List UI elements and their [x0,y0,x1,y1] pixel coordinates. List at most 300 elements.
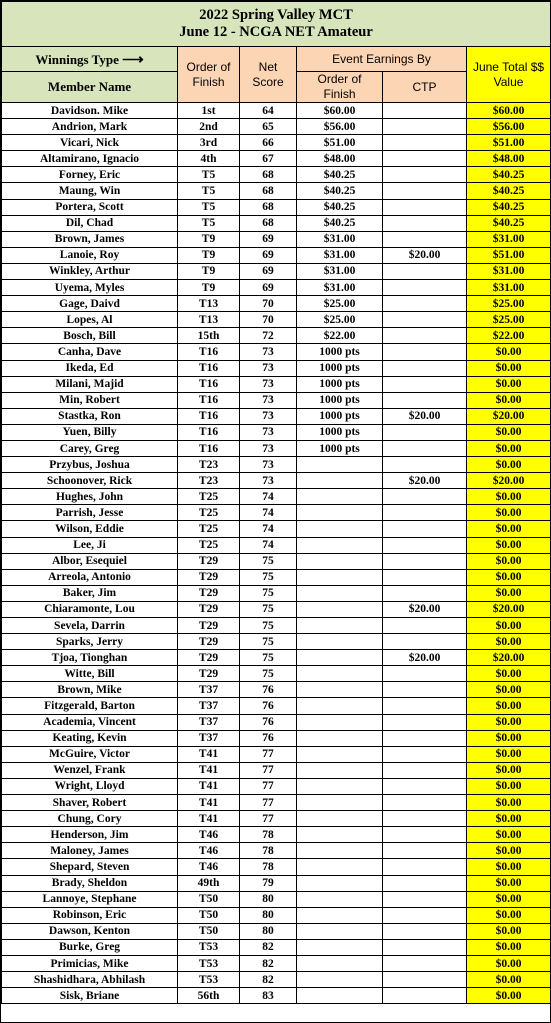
order-of-finish-cell: T41 [178,811,240,827]
table-row [2,119,551,135]
order-earnings-cell [297,618,383,634]
order-earnings-cell: 1000 pts [297,408,383,424]
june-total-cell: $40.25 [467,167,551,183]
june-total-cell: $0.00 [467,569,551,585]
net-score-cell: 74 [240,521,297,537]
table-row [2,714,551,730]
order-earnings-cell: $31.00 [297,231,383,247]
table-row [2,843,551,859]
member-name-cell: Lee, Ji [2,537,178,553]
ctp-earnings-cell [383,955,467,971]
sub-order-of-finish-line1: Order of [317,72,362,86]
member-name-cell: Parrish, Jesse [2,505,178,521]
table-row [2,392,551,408]
order-earnings-cell [297,891,383,907]
june-total-cell: $0.00 [467,939,551,955]
net-score-cell: 75 [240,601,297,617]
member-name-cell: Lopes, Al [2,312,178,328]
member-name-cell: Sparks, Jerry [2,634,178,650]
order-of-finish-cell: T23 [178,473,240,489]
order-earnings-cell [297,489,383,505]
table-row [2,376,551,392]
net-score-cell: 76 [240,682,297,698]
table-row [2,135,551,151]
ctp-earnings-cell [383,280,467,296]
june-total-cell: $31.00 [467,280,551,296]
order-of-finish-cell: 2nd [178,119,240,135]
table-row [2,666,551,682]
results-body [2,103,551,1004]
june-total-cell: $0.00 [467,344,551,360]
ctp-earnings-cell [383,859,467,875]
table-row [2,537,551,553]
member-name-cell: Burke, Greg [2,939,178,955]
table-row [2,167,551,183]
ctp-earnings-cell [383,939,467,955]
order-of-finish-cell: T5 [178,215,240,231]
june-total-cell: $0.00 [467,730,551,746]
order-earnings-cell: $60.00 [297,103,383,119]
ctp-earnings-cell [383,795,467,811]
table-row [2,827,551,843]
member-name-cell: Lannoye, Stephane [2,891,178,907]
member-name-cell: Sisk, Briane [2,988,178,1004]
table-row [2,344,551,360]
order-earnings-cell [297,682,383,698]
june-total-cell: $0.00 [467,811,551,827]
table-row [2,601,551,617]
net-score-cell: 68 [240,199,297,215]
member-name-cell: Milani, Majid [2,376,178,392]
net-score-cell: 75 [240,553,297,569]
ctp-earnings-cell [383,988,467,1004]
order-of-finish-cell: T50 [178,923,240,939]
order-earnings-cell [297,585,383,601]
ctp-earnings-cell [383,714,467,730]
member-name-cell: Gage, Daivd [2,296,178,312]
ctp-earnings-cell: $20.00 [383,408,467,424]
order-earnings-cell: $40.25 [297,199,383,215]
order-of-finish-cell: T46 [178,827,240,843]
ctp-earnings-cell [383,730,467,746]
table-row [2,521,551,537]
member-name-header: Member Name [2,72,178,103]
order-earnings-cell: $56.00 [297,119,383,135]
member-name-cell: Wright, Lloyd [2,778,178,794]
order-earnings-cell: 1000 pts [297,440,383,456]
order-of-finish-cell: T50 [178,891,240,907]
ctp-earnings-cell [383,119,467,135]
table-row [2,988,551,1004]
order-of-finish-cell: T13 [178,312,240,328]
order-of-finish-cell: T50 [178,907,240,923]
table-row [2,698,551,714]
june-total-cell: $31.00 [467,263,551,279]
ctp-earnings-cell [383,634,467,650]
order-of-finish-cell: T53 [178,939,240,955]
order-of-finish-header [178,47,240,103]
order-earnings-cell [297,714,383,730]
order-of-finish-cell: T41 [178,746,240,762]
order-earnings-cell: $31.00 [297,263,383,279]
table-row [2,553,551,569]
order-of-finish-cell: T29 [178,585,240,601]
june-total-cell: $0.00 [467,843,551,859]
june-total-cell: $0.00 [467,585,551,601]
order-earnings-cell: $25.00 [297,312,383,328]
order-of-finish-cell: T9 [178,231,240,247]
ctp-earnings-cell [383,135,467,151]
table-row [2,569,551,585]
june-total-cell: $0.00 [467,521,551,537]
net-score-cell: 78 [240,843,297,859]
order-earnings-cell [297,923,383,939]
june-total-cell: $0.00 [467,762,551,778]
winnings-type-header [2,47,178,72]
member-name-cell: Uyema, Myles [2,280,178,296]
ctp-earnings-cell: $20.00 [383,650,467,666]
table-row [2,215,551,231]
member-name-cell: Brown, James [2,231,178,247]
table-row [2,360,551,376]
table-row [2,263,551,279]
net-score-cell: 77 [240,795,297,811]
order-of-finish-cell: 3rd [178,135,240,151]
june-total-cell: $25.00 [467,312,551,328]
net-score-cell: 73 [240,457,297,473]
net-score-cell: 82 [240,939,297,955]
net-score-cell: 76 [240,714,297,730]
net-score-cell: 66 [240,135,297,151]
order-earnings-cell: 1000 pts [297,344,383,360]
ctp-earnings-cell [383,360,467,376]
june-total-cell: $20.00 [467,601,551,617]
ctp-earnings-cell [383,505,467,521]
table-row [2,650,551,666]
member-name-cell: Sevela, Darrin [2,618,178,634]
order-of-finish-cell: T16 [178,344,240,360]
order-earnings-cell [297,811,383,827]
order-earnings-cell [297,730,383,746]
june-total-header [467,47,551,103]
ctp-earnings-cell [383,875,467,891]
order-earnings-cell [297,859,383,875]
ctp-earnings-cell: $20.00 [383,473,467,489]
member-name-cell: Vicari, Nick [2,135,178,151]
member-name-cell: Shaver, Robert [2,795,178,811]
june-total-cell: $0.00 [467,988,551,1004]
table-row [2,972,551,988]
order-of-finish-cell: T25 [178,537,240,553]
table-row [2,440,551,456]
table-row [2,795,551,811]
table-row [2,923,551,939]
june-total-cell: $0.00 [467,714,551,730]
order-of-finish-cell: 15th [178,328,240,344]
june-total-cell: $0.00 [467,875,551,891]
net-score-cell: 82 [240,972,297,988]
order-of-finish-cell: 1st [178,103,240,119]
order-of-finish-cell: T16 [178,360,240,376]
june-total-cell: $0.00 [467,489,551,505]
june-total-cell: $51.00 [467,247,551,263]
june-total-cell: $0.00 [467,376,551,392]
order-earnings-cell [297,955,383,971]
ctp-earnings-cell [383,891,467,907]
table-row [2,408,551,424]
order-earnings-cell [297,843,383,859]
table-row [2,312,551,328]
net-score-header-line1: Net [258,59,278,74]
net-score-cell: 73 [240,360,297,376]
net-score-cell: 78 [240,859,297,875]
member-name-cell: Henderson, Jim [2,827,178,843]
ctp-earnings-cell [383,521,467,537]
order-of-finish-cell: 4th [178,151,240,167]
june-total-cell: $0.00 [467,907,551,923]
order-of-finish-cell: T16 [178,376,240,392]
member-name-cell: Maloney, James [2,843,178,859]
member-name-cell: Lanoie, Roy [2,247,178,263]
order-earnings-cell: $31.00 [297,280,383,296]
net-score-cell: 68 [240,167,297,183]
member-name-cell: Przybus, Joshua [2,457,178,473]
order-earnings-cell [297,537,383,553]
order-of-finish-cell: T29 [178,569,240,585]
net-score-cell: 73 [240,424,297,440]
table-row [2,730,551,746]
member-name-cell: Davidson. Mike [2,103,178,119]
ctp-earnings-cell [383,457,467,473]
net-score-cell: 80 [240,907,297,923]
ctp-earnings-cell [383,972,467,988]
order-of-finish-header-line2: Finish [192,74,225,89]
order-earnings-cell [297,907,383,923]
sheet-title [2,2,551,47]
member-name-cell: Chiaramonte, Lou [2,601,178,617]
table-row [2,183,551,199]
order-earnings-cell [297,569,383,585]
ctp-earnings-cell [383,698,467,714]
net-score-cell: 69 [240,247,297,263]
net-score-cell: 68 [240,183,297,199]
ctp-header: CTP [383,72,467,103]
june-total-cell: $0.00 [467,505,551,521]
member-name-cell: Fitzgerald, Barton [2,698,178,714]
order-of-finish-cell: T29 [178,666,240,682]
member-name-cell: McGuire, Victor [2,746,178,762]
ctp-earnings-cell [383,231,467,247]
ctp-earnings-cell [383,923,467,939]
order-of-finish-cell: T25 [178,489,240,505]
table-row [2,489,551,505]
june-total-cell: $0.00 [467,698,551,714]
order-of-finish-cell: T16 [178,424,240,440]
order-of-finish-cell: T41 [178,778,240,794]
table-row [2,424,551,440]
table-row [2,505,551,521]
net-score-cell: 69 [240,231,297,247]
member-name-cell: Witte, Bill [2,666,178,682]
order-of-finish-cell: T29 [178,618,240,634]
order-of-finish-cell: 49th [178,875,240,891]
order-earnings-cell [297,457,383,473]
net-score-cell: 76 [240,698,297,714]
june-total-cell: $40.25 [467,215,551,231]
ctp-earnings-cell [383,553,467,569]
table-row [2,955,551,971]
order-earnings-cell [297,795,383,811]
order-of-finish-cell: T16 [178,392,240,408]
net-score-cell: 77 [240,746,297,762]
net-score-cell: 80 [240,891,297,907]
table-row [2,296,551,312]
ctp-earnings-cell [383,746,467,762]
net-score-cell: 73 [240,392,297,408]
net-score-cell: 75 [240,585,297,601]
ctp-earnings-cell [383,215,467,231]
order-earnings-cell [297,778,383,794]
june-total-cell: $0.00 [467,972,551,988]
ctp-earnings-cell [383,424,467,440]
order-of-finish-header-line1: Order of [186,59,231,74]
order-earnings-cell: $40.25 [297,167,383,183]
member-name-cell: Brown, Mike [2,682,178,698]
june-total-cell: $0.00 [467,392,551,408]
event-earnings-header: Event Earnings By [297,47,467,72]
sub-order-of-finish-line2: Finish [323,87,356,101]
june-total-cell: $0.00 [467,778,551,794]
ctp-earnings-cell [383,843,467,859]
member-name-cell: Tjoa, Tionghan [2,650,178,666]
table-row [2,328,551,344]
order-of-finish-cell: T23 [178,457,240,473]
order-of-finish-cell: T37 [178,682,240,698]
ctp-earnings-cell [383,328,467,344]
order-of-finish-cell: T53 [178,972,240,988]
order-of-finish-cell: T25 [178,521,240,537]
net-score-cell: 65 [240,119,297,135]
june-total-cell: $56.00 [467,119,551,135]
net-score-cell: 74 [240,505,297,521]
net-score-cell: 70 [240,312,297,328]
order-of-finish-cell: T9 [178,247,240,263]
june-total-cell: $0.00 [467,746,551,762]
order-earnings-cell [297,505,383,521]
order-earnings-cell [297,762,383,778]
order-of-finish-cell: T53 [178,955,240,971]
order-earnings-cell [297,553,383,569]
member-name-cell: Stastka, Ron [2,408,178,424]
june-total-cell: $22.00 [467,328,551,344]
order-of-finish-cell: T29 [178,601,240,617]
title-line-1: 2022 Spring Valley MCT [199,7,353,23]
june-total-cell: $60.00 [467,103,551,119]
ctp-earnings-cell [383,489,467,505]
order-of-finish-cell: T16 [178,440,240,456]
table-row [2,939,551,955]
header-row-1 [2,47,551,72]
order-earnings-cell [297,746,383,762]
net-score-cell: 75 [240,618,297,634]
june-total-cell: $40.25 [467,183,551,199]
table-row [2,634,551,650]
june-total-cell: $40.25 [467,199,551,215]
net-score-cell: 77 [240,762,297,778]
order-of-finish-cell: T37 [178,714,240,730]
order-of-finish-cell: T25 [178,505,240,521]
table-row [2,891,551,907]
member-name-cell: Brady, Sheldon [2,875,178,891]
order-earnings-cell: $51.00 [297,135,383,151]
june-total-header-line2: Value [493,74,524,89]
order-of-finish-cell: T46 [178,859,240,875]
order-earnings-cell [297,634,383,650]
member-name-cell: Chung, Cory [2,811,178,827]
order-of-finish-cell: T41 [178,795,240,811]
june-total-header-line1: June Total $$ [472,59,545,74]
net-score-header [240,47,297,103]
net-score-cell: 83 [240,988,297,1004]
ctp-earnings-cell [383,440,467,456]
member-name-cell: Andrion, Mark [2,119,178,135]
june-total-cell: $0.00 [467,682,551,698]
order-earnings-cell [297,698,383,714]
net-score-cell: 75 [240,666,297,682]
june-total-cell: $0.00 [467,891,551,907]
ctp-earnings-cell [383,907,467,923]
table-row [2,280,551,296]
table-row [2,762,551,778]
table-row [2,457,551,473]
ctp-earnings-cell [383,296,467,312]
june-total-cell: $0.00 [467,537,551,553]
member-name-cell: Portera, Scott [2,199,178,215]
ctp-earnings-cell [383,811,467,827]
order-earnings-cell [297,939,383,955]
order-earnings-cell: $22.00 [297,328,383,344]
ctp-earnings-cell [383,618,467,634]
order-earnings-cell [297,521,383,537]
order-earnings-cell [297,827,383,843]
net-score-cell: 77 [240,778,297,794]
order-of-finish-cell: T5 [178,183,240,199]
order-earnings-cell [297,473,383,489]
table-row [2,199,551,215]
net-score-cell: 70 [240,296,297,312]
member-name-cell: Dawson, Kenton [2,923,178,939]
order-of-finish-cell: T41 [178,762,240,778]
order-of-finish-cell: T5 [178,199,240,215]
ctp-earnings-cell [383,682,467,698]
member-name-cell: Altamirano, Ignacio [2,151,178,167]
june-total-cell: $0.00 [467,424,551,440]
june-total-cell: $0.00 [467,923,551,939]
member-name-cell: Maung, Win [2,183,178,199]
order-of-finish-cell: T37 [178,730,240,746]
net-score-cell: 69 [240,280,297,296]
june-total-cell: $0.00 [467,457,551,473]
net-score-cell: 68 [240,215,297,231]
order-of-finish-cell: T9 [178,263,240,279]
net-score-cell: 80 [240,923,297,939]
june-total-cell: $20.00 [467,408,551,424]
winnings-type-label: Winnings Type [35,51,119,67]
member-name-cell: Canha, Dave [2,344,178,360]
member-name-cell: Min, Robert [2,392,178,408]
table-row [2,859,551,875]
net-score-cell: 73 [240,408,297,424]
